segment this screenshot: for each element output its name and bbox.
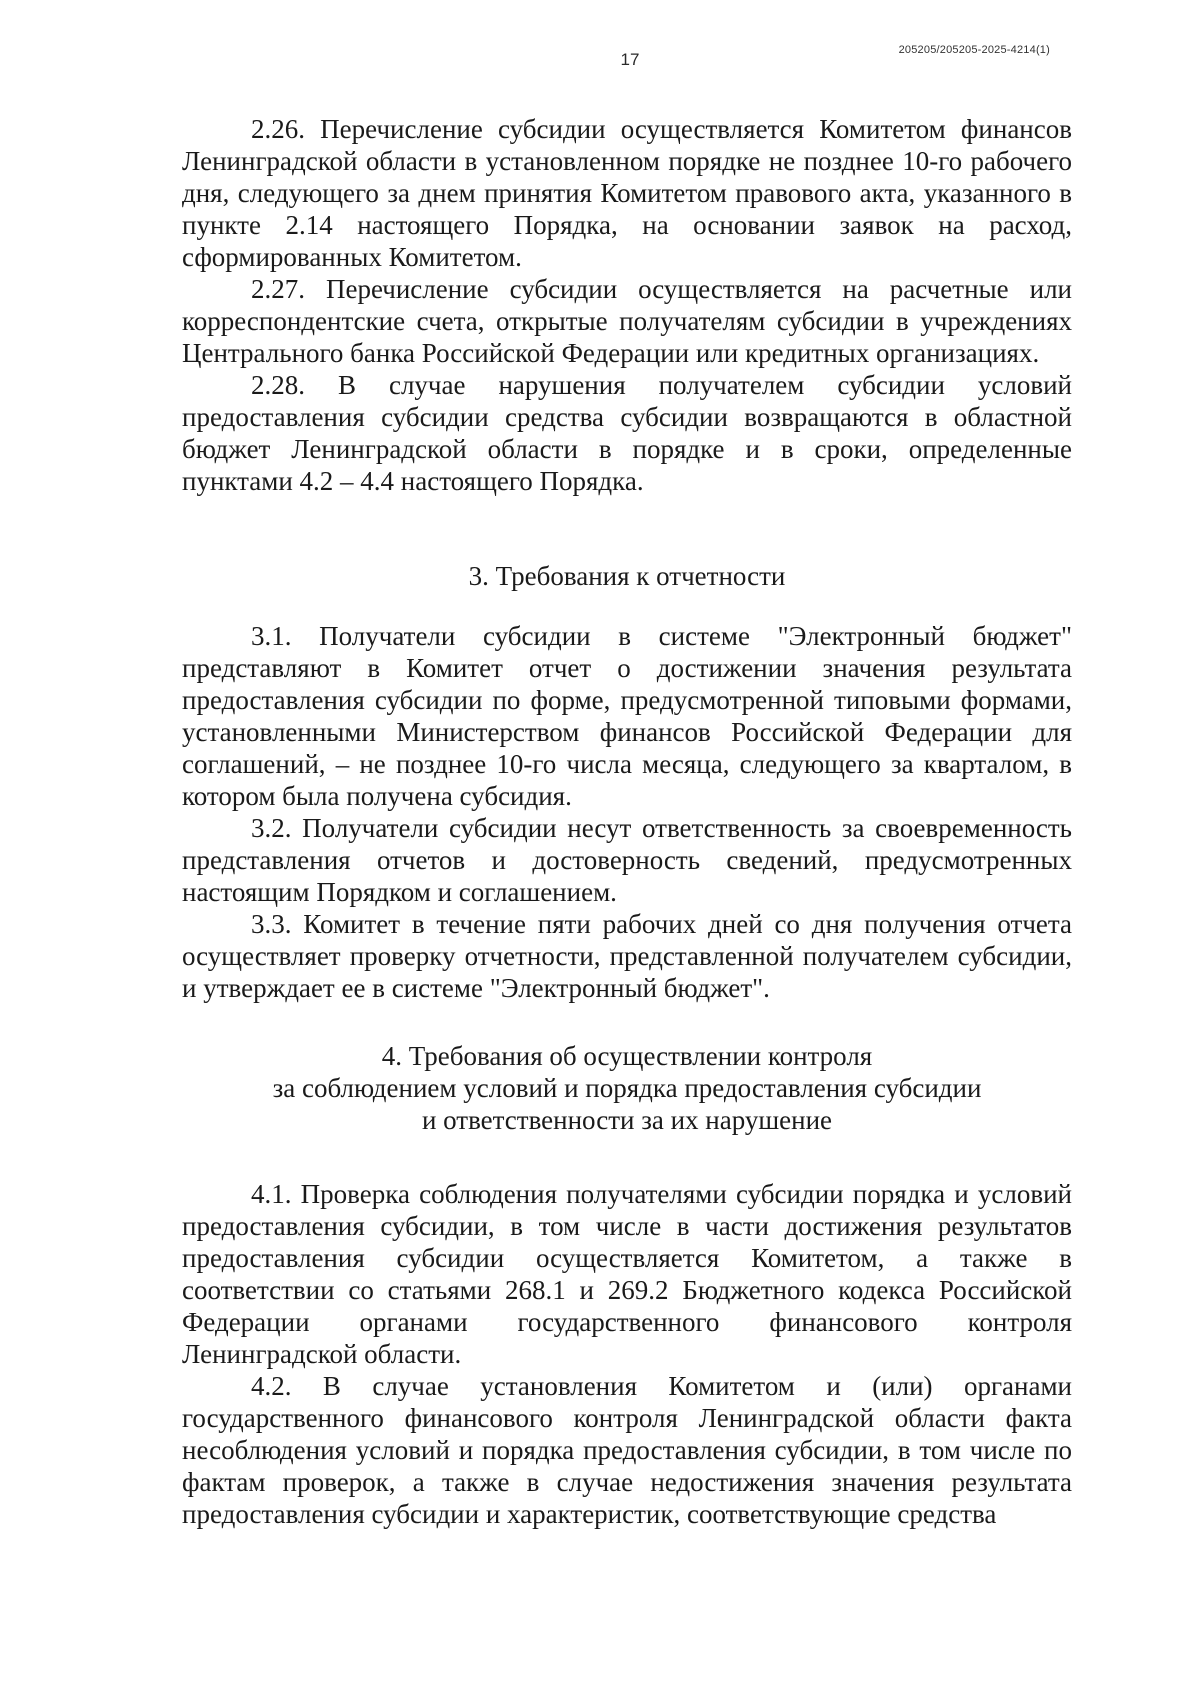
section-4-heading-line-1: 4. Требования об осуществлении контроля bbox=[381, 1041, 873, 1071]
document-id: 205205/205205-2025-4214(1) bbox=[898, 44, 1050, 56]
paragraph-3-2: 3.2. Получатели субсидии несут ответственность за своевременность представления отчетов и достоверность сведений, предусмотренных настоящим Порядком и соглашением. bbox=[182, 813, 1072, 907]
paragraph-4-1: 4.1. Проверка соблюдения получателями субсидии порядка и условий предоставления субсидии, в том числе в части достижения результатов предоставления субсидии осуществляется Комитетом, а также в соответствии со статьями 268.1 и 269.2 Бюджетного кодекса Российской Федерации органами государственного финансового контроля Ленинградской области. bbox=[182, 1179, 1072, 1369]
paragraph-3-3: 3.3. Комитет в течение пяти рабочих дней со дня получения отчета осуществляет проверку отчетности, представленной получателем субсидии, и утверждает ее в системе "Электронный бюджет". bbox=[182, 909, 1072, 1003]
section-3-heading: 3. Требования к отчетности bbox=[468, 561, 786, 591]
paragraph-2-26: 2.26. Перечисление субсидии осуществляется Комитетом финансов Ленинградской области в установленном порядке не позднее 10-го рабочего дня, следующего за днем принятия Комитетом правового акта, указанного в пункте 2.14 настоящего Порядка, на основании заявок на расход, сформированных Комитетом. bbox=[182, 114, 1072, 272]
section-4-body bbox=[182, 1178, 1072, 1530]
section-3-heading-block bbox=[182, 560, 1072, 592]
section-4-heading-block bbox=[182, 1040, 1072, 1136]
section-3-body bbox=[182, 620, 1072, 1004]
section-4-heading-line-2: за соблюдением условий и порядка предоставления субсидии bbox=[272, 1073, 982, 1103]
paragraphs-top bbox=[182, 113, 1072, 497]
section-4-heading-line-3: и ответственности за их нарушение bbox=[421, 1105, 833, 1135]
paragraph-2-27: 2.27. Перечисление субсидии осуществляется на расчетные или корреспондентские счета, открытые получателям субсидии в учреждениях Центрального банка Российской Федерации или кредитных организациях. bbox=[182, 274, 1072, 368]
paragraph-3-1: 3.1. Получатели субсидии в системе "Электронный бюджет" представляют в Комитет отчет о достижении значения результата предоставления субсидии по форме, предусмотренной типовыми формами, установленными Министерством финансов Российской Федерации для соглашений, – не позднее 10-го числа месяца, следующего за кварталом, в котором была получена субсидия. bbox=[182, 621, 1072, 811]
paragraph-2-28: 2.28. В случае нарушения получателем субсидии условий предоставления субсидии средства субсидии возвращаются в областной бюджет Ленинградской области в порядке и в сроки, определенные пунктами 4.2 – 4.4 настоящего Порядка. bbox=[182, 370, 1072, 496]
page-number: 17 bbox=[620, 50, 640, 69]
paragraph-4-2: 4.2. В случае установления Комитетом и (или) органами государственного финансового контроля Ленинградской области факта несоблюдения условий и порядка предоставления субсидии, в том числе по фактам проверок, а также в случае недостижения значения результата предоставления субсидии и характеристик, соответствующие средства bbox=[182, 1371, 1072, 1529]
